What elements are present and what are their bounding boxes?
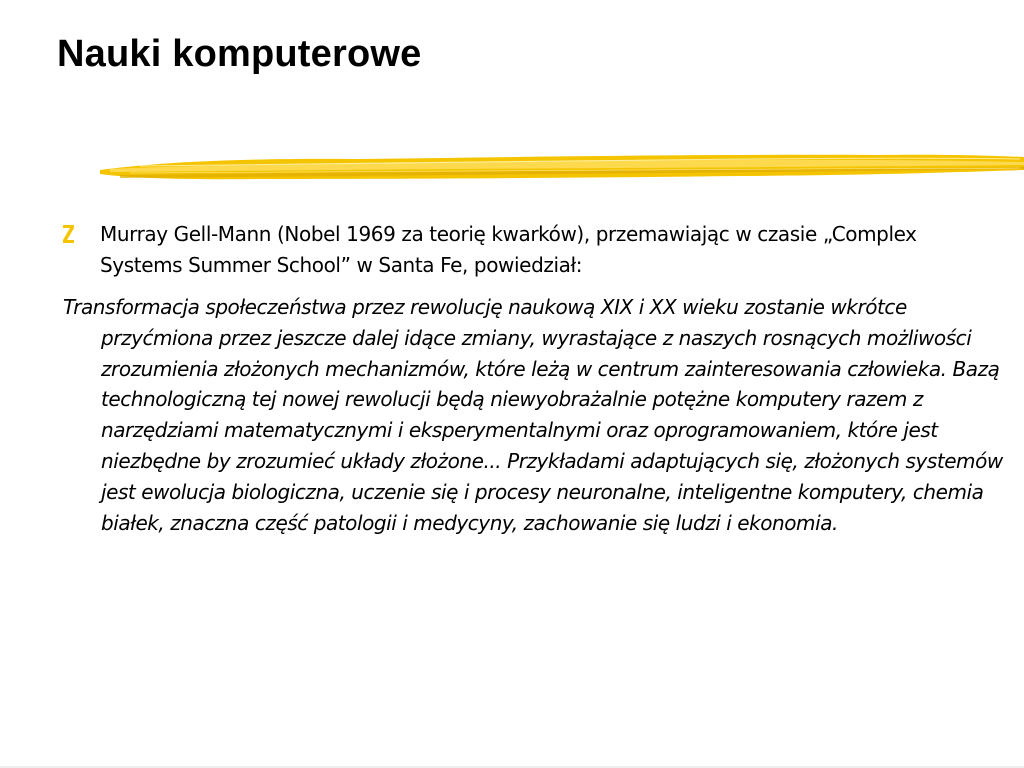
yellow-z-bullet-icon (63, 225, 74, 243)
bullet-text: Murray Gell-Mann (Nobel 1969 za teorię kwarków), przemawiając w czasie „Complex Systems Summer School” w Santa Fe, powiedział: (100, 222, 917, 277)
quote-text: Transformacja społeczeństwa przez rewolucję naukową XIX i XX wieku zostanie wkrótce przyćmiona przez jeszcze dalej idące zmiany, wyrastające z naszych rosnących możliwości zrozumienia złożonych mechanizmów, które leżą w centrum zainteresowania człowieka. Bazą technologiczną tej nowej rewolucji będą niewyobrażalnie potężne komputery razem z narzędziami matematycznymi i eksperymentalnymi oraz oprogramowaniem, które jest niezbędne by zrozumieć układy złożone... Przykładami adaptujących się, złożonych systemów jest ewolucja biologiczna, uczenie się i procesy neuronalne, inteligentne komputery, chemia białek, znaczna część patologii i medycyny, zachowanie się ludzi i ekonomia. (63, 295, 1003, 535)
slide-title: Nauki komputerowe (57, 33, 422, 75)
bullet-item (63, 219, 963, 281)
brush-stroke-divider (100, 148, 1024, 188)
